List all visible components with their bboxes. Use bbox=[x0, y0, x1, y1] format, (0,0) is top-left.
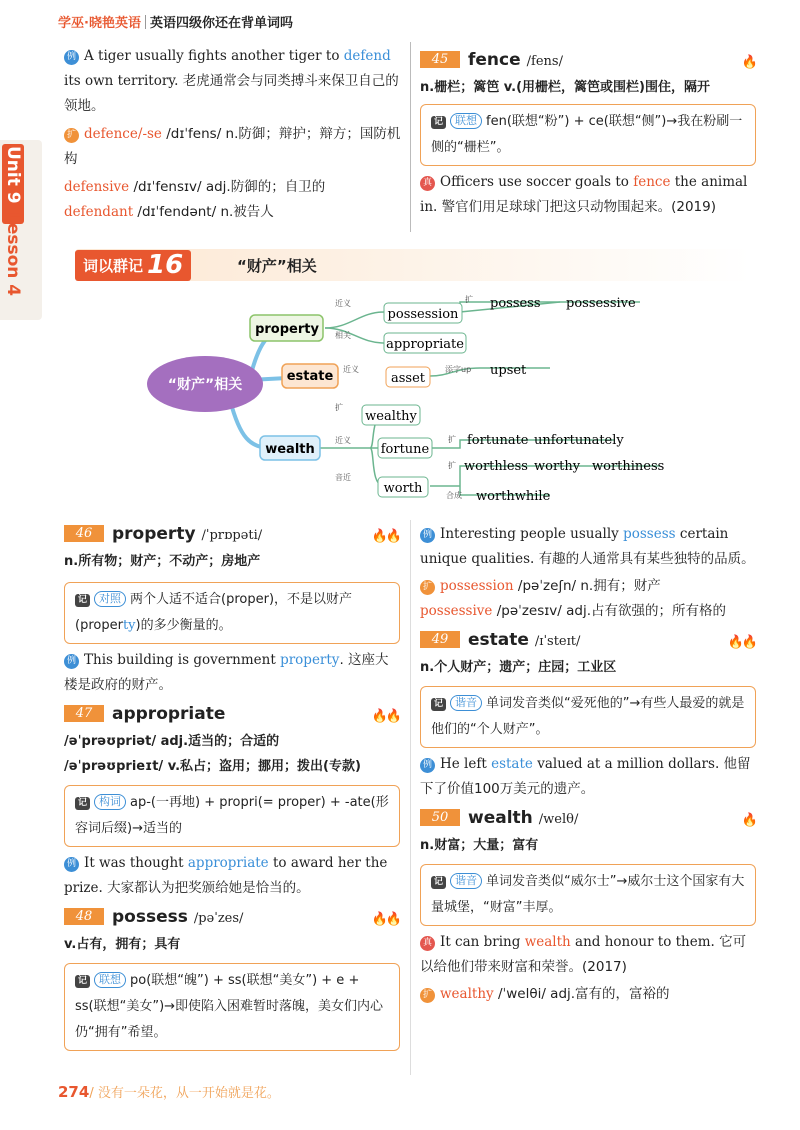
extension-icon: 扩 bbox=[420, 580, 435, 595]
node-estate: estate bbox=[286, 369, 334, 384]
memo-box: 记 谐音 单词发音类似“爱死他的”→有些人最爱的就是他们的“个人财产”。 bbox=[420, 686, 756, 748]
svg-text:扩: 扩 bbox=[448, 461, 456, 470]
extension-defensive: defensive /dɪˈfensɪv/ adj.防御的；自卫的 bbox=[64, 179, 326, 195]
flame-icon: 🔥 bbox=[741, 55, 756, 70]
memo-icon: 记 bbox=[75, 594, 90, 607]
svg-text:添字up: 添字up bbox=[445, 365, 472, 374]
svg-text:wealthy: wealthy bbox=[365, 409, 417, 424]
example-icon: 例 bbox=[64, 50, 79, 65]
svg-text:possession: possession bbox=[387, 307, 459, 322]
svg-text:possessive: possessive bbox=[566, 296, 636, 311]
extension-defence: 扩 defence/-se /dɪˈfens/ n.防御；辩护；辩方；国防机构 bbox=[64, 126, 401, 167]
memo-icon: 记 bbox=[431, 698, 446, 711]
headword: wealth bbox=[468, 808, 533, 828]
svg-text:appropriate: appropriate bbox=[386, 337, 464, 352]
svg-text:upset: upset bbox=[490, 363, 527, 378]
flame-icon: 🔥🔥 bbox=[371, 529, 400, 544]
example-icon: 例 bbox=[420, 528, 435, 543]
memo-icon: 记 bbox=[431, 116, 446, 129]
node-wealth: wealth bbox=[265, 442, 315, 457]
right-column-entries: 例 Interesting people usually possess certain unique qualities. 有趣的人通常具有某些独特的品质。 扩 possession /pəˈzeʃn/ n.拥有；财产 possessive /pəˈzesɪv/ adj.占有欲强的；所有格的 49 estate /ɪˈsteɪt/ 🔥🔥 n.个人财产；遗产；庄园；工业区 记 谐音 单词发音类似“爱死他的”→有些人最爱的就是他们的“个人财产”。 例 He left estate valued at a million dollars. 他留下了价值100万美元的遗产。 50 wealth /welθ/ 🔥 n.财富；大量；富有 记 谐音 单词发音类似“威尔士”→威尔士这个国家有大量城堡，“财富”丰厚。 真 It can bring wealth and honour to them. 它可以给他们带来财富和荣誉。(2017) 扩 wealthy /ˈwelθi/ adj.富有的，富裕的 bbox=[420, 522, 756, 1007]
page-header bbox=[58, 12, 293, 31]
group-banner: 词以群记 16 “财产”相关 bbox=[75, 249, 751, 281]
side-tab bbox=[0, 140, 42, 320]
svg-text:worth: worth bbox=[383, 481, 423, 496]
book-title: 英语四级你还在背单词吗 bbox=[149, 16, 293, 31]
svg-text:fortune: fortune bbox=[380, 442, 430, 457]
entry-46: 46 property /ˈprɒpəti/ 🔥🔥 n.所有物；财产；不动产；房地产 记 对照 两个人适不适合(proper)，不是以财产(property)的多少衡量的。 例 This building is government property. 这座大楼是政府的财产。 bbox=[64, 524, 400, 693]
real-exam-icon: 真 bbox=[420, 936, 435, 951]
real-example: 真 Officers use soccer goals to fence the animal in. 警官们用足球球门把这只动物围起来。(2019) bbox=[420, 174, 748, 215]
flame-icon: 🔥🔥 bbox=[371, 912, 400, 927]
memo-icon: 记 bbox=[75, 797, 90, 810]
svg-text:音近: 音近 bbox=[335, 473, 351, 482]
example-icon: 例 bbox=[64, 654, 79, 669]
memo-box: 记 对照 两个人适不适合(proper)，不是以财产(property)的多少衡量的。 bbox=[64, 582, 400, 644]
example-icon: 例 bbox=[64, 857, 79, 872]
memo-box: 记 联想 fen(联想“粉”) + ce(联想“侧”)→我在粉刷一侧的“栅栏”。 bbox=[420, 104, 756, 166]
memo-box: 记 构词 ap-(一再地) + propri(= proper) + -ate(形容词后缀)→适当的 bbox=[64, 785, 400, 847]
svg-text:扩: 扩 bbox=[335, 403, 343, 412]
headword: property bbox=[112, 524, 196, 544]
footer-slogan: / 没有一朵花，从一开始就是花。 bbox=[89, 1086, 280, 1101]
lesson-label: Lesson 4 bbox=[3, 211, 23, 296]
memo-box: 记 联想 po(联想“魄”) + ss(联想“美女”) + e + ss(联想“美女”)→即使陷入困难暂时落魄，美女们内心仍“拥有”希望。 bbox=[64, 963, 400, 1051]
svg-text:近义: 近义 bbox=[343, 365, 359, 374]
left-column-entries bbox=[64, 522, 400, 1055]
example-icon: 例 bbox=[420, 758, 435, 773]
headword: fence bbox=[468, 50, 521, 70]
mindmap bbox=[130, 288, 750, 513]
memo-box: 记 谐音 单词发音类似“威尔士”→威尔士这个国家有大量城堡，“财富”丰厚。 bbox=[420, 864, 756, 926]
svg-text:近义: 近义 bbox=[335, 299, 351, 308]
headword: possess bbox=[112, 907, 188, 927]
headword: estate bbox=[468, 630, 529, 650]
memo-icon: 记 bbox=[431, 876, 446, 889]
example-possess: 例 Interesting people usually possess certain unique qualities. 有趣的人通常具有某些独特的品质。 bbox=[420, 526, 755, 567]
headword: appropriate bbox=[112, 704, 226, 724]
entry-47: 47 appropriate 🔥🔥 /əˈprəʊpriət/ adj.适当的；合适的 /əˈprəʊprieɪt/ v.私占；盗用；挪用；拨出(专款) 记 构词 ap-(一再地) + propri(= proper) + -ate(形容词后缀)→适当的 例 It was thought appropriate to award her the prize. 大家都认为把奖颁给她是恰当的。 bbox=[64, 704, 400, 896]
extension-defendant: defendant /dɪˈfendənt/ n.被告人 bbox=[64, 204, 274, 220]
flame-icon: 🔥🔥 bbox=[371, 709, 400, 724]
example-defend: 例 A tiger usually fights another tiger to defend its own territory. 老虎通常会与同类搏斗来保卫自己的领地。 bbox=[64, 48, 399, 114]
svg-text:worthy: worthy bbox=[534, 459, 581, 474]
svg-text:unfortunately: unfortunately bbox=[534, 433, 624, 448]
entry-50: 50 wealth /welθ/ 🔥 n.财富；大量；富有 记 谐音 单词发音类似“威尔士”→威尔士这个国家有大量城堡，“财富”丰厚。 真 It can bring wealth and honour to them. 它可以给他们带来财富和荣誉。(2017) 扩 wealthy /ˈwelθi/ adj.富有的，富裕的 bbox=[420, 808, 756, 1002]
svg-text:fortunate: fortunate bbox=[467, 433, 529, 448]
flame-icon: 🔥🔥 bbox=[727, 635, 756, 650]
svg-text:扩: 扩 bbox=[448, 435, 456, 444]
extension-icon: 扩 bbox=[420, 988, 435, 1003]
svg-text:扩: 扩 bbox=[465, 295, 473, 304]
svg-text:possess: possess bbox=[490, 296, 541, 311]
unit-label: Unit 9 bbox=[3, 146, 23, 204]
memo-icon: 记 bbox=[75, 975, 90, 988]
extension-icon: 扩 bbox=[64, 128, 79, 143]
svg-text:worthiness: worthiness bbox=[592, 459, 665, 474]
flame-icon: 🔥 bbox=[741, 813, 756, 828]
svg-text:合成: 合成 bbox=[446, 491, 462, 500]
entry-45: 45 fence /fens/ 🔥 n.栅栏；篱笆 v.(用栅栏，篱笆或围栏)围住，隔开 记 联想 fen(联想“粉”) + ce(联想“侧”)→我在粉刷一侧的“栅栏”。 真 Officers use soccer goals to fence the animal in. 警官们用足球球门把这只动物围起来。(2019) bbox=[420, 48, 756, 220]
page-number: 274 bbox=[58, 1083, 90, 1101]
svg-text:worthless: worthless bbox=[464, 459, 528, 474]
real-exam-icon: 真 bbox=[420, 176, 435, 191]
top-left-block bbox=[64, 44, 402, 225]
node-property: property bbox=[255, 322, 319, 337]
svg-text:相关: 相关 bbox=[335, 331, 351, 340]
entry-49: 49 estate /ɪˈsteɪt/ 🔥🔥 n.个人财产；遗产；庄园；工业区 记 谐音 单词发音类似“爱死他的”→有些人最爱的就是他们的“个人财产”。 例 He left estate valued at a million dollars. 他留下了价值100万美元的遗产。 bbox=[420, 630, 756, 797]
page-footer bbox=[58, 1082, 280, 1101]
entry-48: 48 possess /pəˈzes/ 🔥🔥 v.占有，拥有；具有 记 联想 po(联想“魄”) + ss(联想“美女”) + e + ss(联想“美女”)→即使陷入困难暂时落魄，美女们内心仍“拥有”希望。 bbox=[64, 905, 400, 1051]
svg-text:asset: asset bbox=[390, 371, 426, 386]
center-node: “财产”相关 bbox=[167, 377, 243, 393]
svg-text:worthwhile: worthwhile bbox=[476, 489, 551, 504]
brand: 学巫·晓艳英语 bbox=[58, 16, 141, 31]
svg-text:近义: 近义 bbox=[335, 436, 351, 445]
